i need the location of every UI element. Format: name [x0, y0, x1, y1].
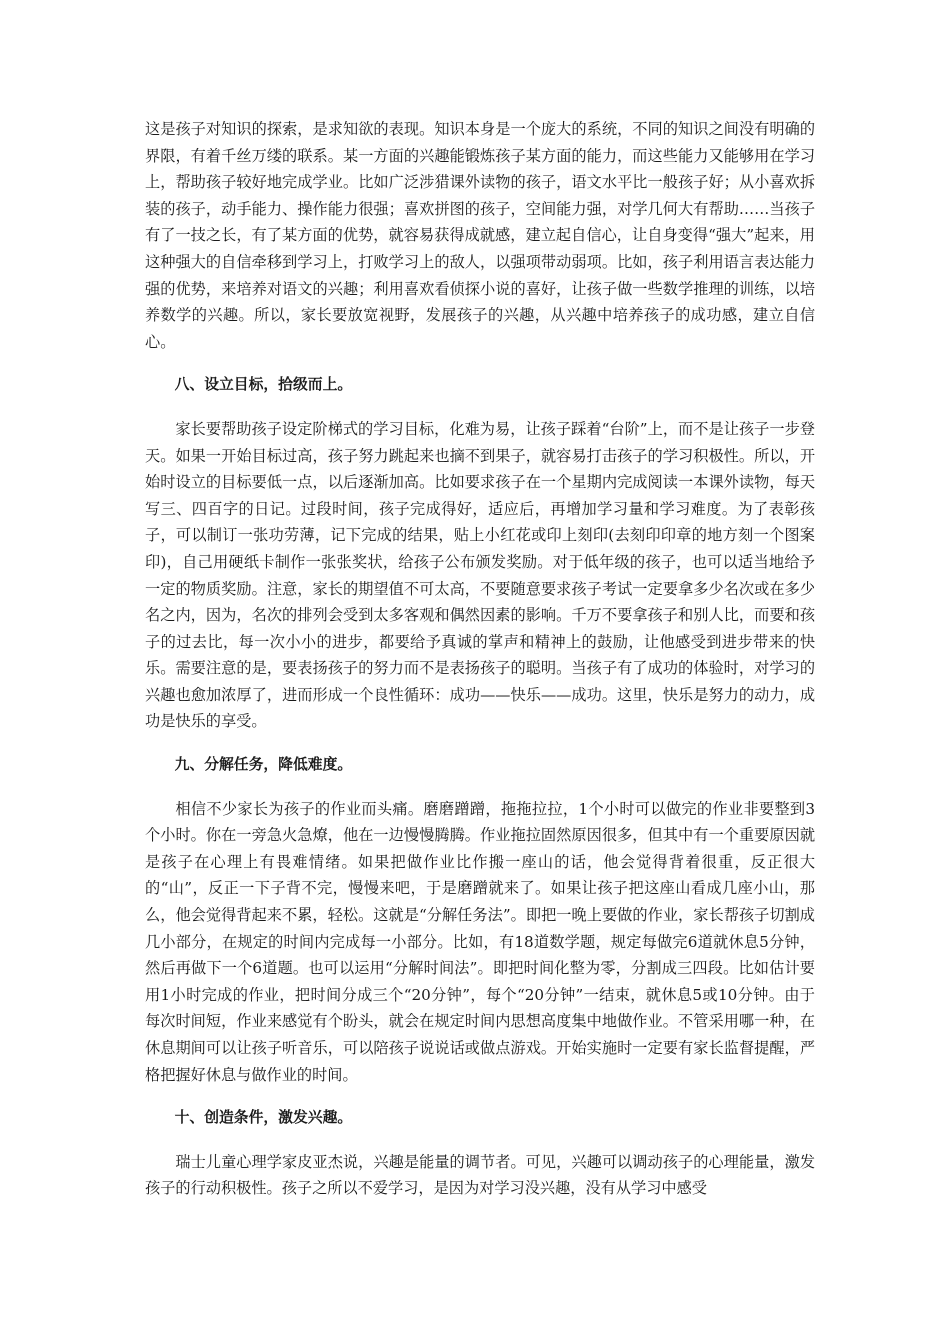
document-page — [145, 116, 815, 1202]
body-paragraph: 这是孩子对知识的探索，是求知欲的表现。知识本身是一个庞大的系统，不同的知识之间没有明确的界限，有着千丝万缕的联系。某一方面的兴趣能锻炼孩子某方面的能力，而这些能力又能够用在学习上，帮助孩子较好地完成学业。比如广泛涉猎课外读物的孩子，语文水平比一般孩子好；从小喜欢拆装的孩子，动手能力、操作能力很强；喜欢拼图的孩子，空间能力强，对学几何大有帮助……当孩子有了一技之长，有了某方面的优势，就容易获得成就感，建立起自信心，让自身变得“强大”起来，用这种强大的自信牵移到学习上，打败学习上的敌人，以强项带动弱项。比如，孩子利用语言表达能力强的优势，来培养对语文的兴趣；利用喜欢看侦探小说的喜好，让孩子做一些数学推理的训练，以培养数学的兴趣。所以，家长要放宽视野，发展孩子的兴趣，从兴趣中培养孩子的成功感，建立自信心。 — [145, 120, 815, 351]
section-heading: 九、分解任务，降低难度。 — [174, 756, 353, 774]
body-paragraph: 瑞士儿童心理学家皮亚杰说，兴趣是能量的调节者。可见，兴趣可以调动孩子的心理能量，激发孩子的行动积极性。孩子之所以不爱学习，是因为对学习没兴趣，没有从学习中感受 — [145, 1152, 815, 1198]
section-heading: 十、创造条件，激发兴趣。 — [174, 1109, 353, 1127]
body-paragraph: 相信不少家长为孩子的作业而头痛。磨磨蹭蹭，拖拖拉拉，1个小时可以做完的作业非要整到3个小时。你在一旁急火急燎，他在一边慢慢腾腾。作业拖拉固然原因很多，但其中有一个重要原因就是孩子在心理上有畏难情绪。如果把做作业比作搬一座山的话，他会觉得背着很重，反正很大的“山”，反正一下子背不完，慢慢来吧，于是磨蹭就来了。如果让孩子把这座山看成几座小山，那么，他会觉得背起来不累，轻松。这就是“分解任务法”。即把一晚上要做的作业，家长帮孩子切割成几小部分，在规定的时间内完成每一小部分。比如，有18道数学题，规定每做完6道就休息5分钟，然后再做下一个6道题。也可以运用“分解时间法”。即把时间化整为零，分割成三四段。比如估计要用1小时完成的作业，把时间分成三个“20分钟”，每个“20分钟”一结束，就休息5或10分钟。由于每次时间短，作业来感觉有个盼头，就会在规定时间内思想高度集中地做作业。不管采用哪一种，在休息期间可以让孩子听音乐，可以陪孩子说说话或做点游戏。开始实施时一定要有家长监督提醒，严格把握好休息与做作业的时间。 — [145, 799, 815, 1084]
body-paragraph: 家长要帮助孩子设定阶梯式的学习目标，化难为易，让孩子踩着“台阶”上，而不是让孩子一步登天。如果一开始目标过高，孩子努力跳起来也摘不到果子，就容易打击孩子的学习积极性。所以，开始时设立的目标要低一点，以后逐渐加高。比如要求孩子在一个星期内完成阅读一本课外读物，每天写三、四百字的日记。过段时间，孩子完成得好，适应后，再增加学习量和学习难度。为了表彰孩子，可以制订一张功劳薄，记下完成的结果，贴上小红花或印上刻印(去刻印印章的地方刻一个图案印)，自己用硬纸卡制作一张张奖状，给孩子公布颁发奖励。对于低年级的孩子，也可以适当地给予一定的物质奖励。注意，家长的期望值不可太高，不要随意要求孩子考试一定要拿多少名次或在多少名之内，因为，名次的排列会受到太多客观和偶然因素的影响。千万不要拿孩子和别人比，而要和孩子的过去比，每一次小小的进步，都要给予真诚的掌声和精神上的鼓励，让他感受到进步带来的快乐。需要注意的是，要表扬孩子的努力而不是表扬孩子的聪明。当孩子有了成功的体验时，对学习的兴趣也愈加浓厚了，进而形成一个良性循环：成功——快乐——成功。这里，快乐是努力的动力，成功是快乐的享受。 — [145, 419, 815, 731]
section-heading: 八、设立目标，拾级而上。 — [174, 376, 353, 394]
